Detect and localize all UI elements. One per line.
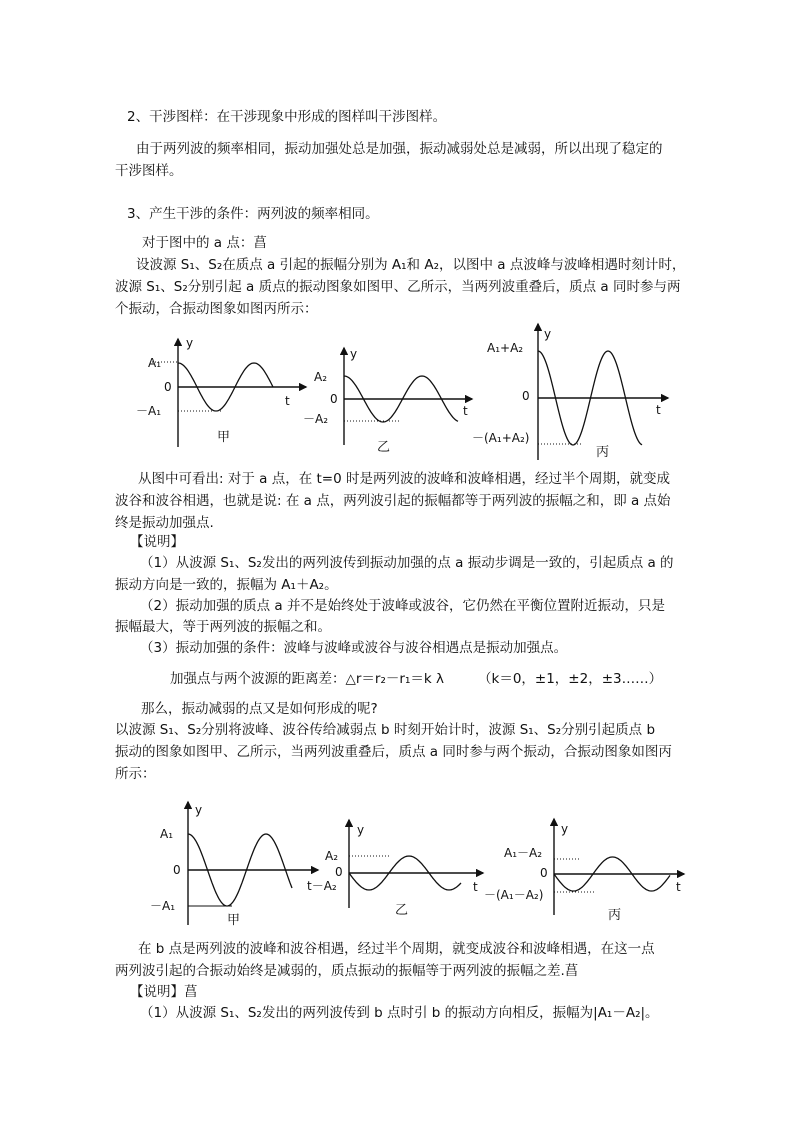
p4-line2: 两列波引起的合振动始终是减弱的，质点振动的振幅等于两列波的振幅之差.菖 [115, 963, 579, 979]
figure1-bing [470, 320, 680, 470]
note1-title: 【说明】 [130, 534, 184, 550]
amplitude-label: A₂ [325, 849, 339, 863]
t-axis-label: t [656, 403, 661, 417]
p2-line3: 终是振动加强点. [115, 515, 214, 531]
sec3-para-line1: 设波源 S₁、S₂在质点 a 引起的振幅分别为 A₁和 A₂，以图中 a 点波峰与波峰相遇时刻计时， [136, 257, 686, 273]
caption-yi: 乙 [377, 440, 391, 455]
caption-jia: 甲 [227, 913, 241, 928]
y-axis-label: y [544, 327, 552, 341]
zero-label: 0 [173, 863, 181, 877]
figure2-bing [480, 815, 690, 925]
figure1-yi [300, 345, 485, 460]
y-axis-label: y [350, 347, 358, 361]
formula: 加强点与两个波源的距离差：△r＝r₂－r₁＝k λ [170, 671, 444, 687]
p4-line1: 在 b 点是两列波的波峰和波谷相遇，经过半个周期，就变成波谷和波峰相遇，在这一点 [138, 941, 655, 957]
y-axis-label: y [195, 803, 203, 817]
formula-k-values: （k＝0，±1，±2，±3……） [478, 671, 663, 687]
amplitude-label: A₁ [148, 356, 162, 370]
zero-label: 0 [335, 865, 343, 879]
caption-bing: 丙 [608, 908, 622, 923]
neg-amplitude-label: －(A₁－A₂) [484, 888, 544, 902]
p2-line2: 波谷和波谷相遇，也就是说: 在 a 点，两列波引起的振幅都等于两列波的振幅之和，即 a 点始 [115, 493, 671, 509]
p2-line1: 从图中可看出: 对于 a 点，在 t=0 时是两列波的波峰和波峰相遇，经过半个周期，就变成 [138, 471, 670, 487]
y-axis-label: y [561, 822, 569, 836]
sec2-heading: 2、干涉图样：在干涉现象中形成的图样叫干涉图样。 [127, 109, 447, 125]
neg-amplitude-label: －A₂ [303, 412, 329, 426]
note2-item1: （1）从波源 S₁、S₂发出的两列波传到 b 点时引 b 的振动方向相反，振幅为|A₁－A₂|。 [140, 1005, 659, 1021]
p3-line3: 所示： [115, 766, 156, 782]
t-axis-label: t [463, 404, 468, 418]
zero-label: 0 [540, 866, 548, 880]
note2-title: 【说明】菖 [130, 984, 198, 1000]
caption-bing: 丙 [596, 445, 610, 460]
caption-yi: 乙 [395, 903, 409, 918]
zero-label: 0 [330, 392, 338, 406]
amplitude-label: A₁－A₂ [504, 846, 543, 860]
zero-label: 0 [164, 380, 172, 394]
sec3-intro: 对于图中的 a 点：菖 [142, 235, 267, 251]
note1-item1-line2: 振动方向是一致的，振幅为 A₁＋A₂。 [115, 577, 338, 593]
amplitude-label: A₂ [314, 370, 328, 384]
neg-amplitude-label: －A₁ [136, 404, 162, 418]
p3-question: 那么，振动减弱的点又是如何形成的呢? [141, 701, 378, 717]
sec2-para-line2: 干涉图样。 [115, 163, 183, 179]
caption-jia: 甲 [217, 430, 231, 445]
t-axis-label: t [285, 394, 290, 408]
note1-item1-line1: （1）从波源 S₁、S₂发出的两列波传到振动加强的点 a 振动步调是一致的，引起质点 a 的 [140, 555, 674, 571]
t-axis-label: t [473, 880, 478, 894]
figure2-yi [305, 818, 490, 918]
sec2-para-line1: 由于两列波的频率相同，振动加强处总是加强，振动减弱处总是减弱，所以出现了稳定的 [136, 141, 663, 157]
figure2-jia [140, 800, 330, 930]
sec3-para-line3: 个振动，合振动图象如图丙所示： [115, 301, 318, 317]
p3-line2: 振动的图象如图甲、乙所示，当两列波重叠后，质点 a 同时参与两个振动，合振动图象如图丙 [115, 744, 672, 760]
t-neg-amplitude-label: t－A₂ [307, 879, 337, 893]
figure1-jia [130, 335, 320, 455]
zero-label: 0 [522, 389, 530, 403]
amplitude-label: A₁ [160, 827, 174, 841]
note1-item2-line1: （2）振动加强的质点 a 并不是始终处于波峰或波谷，它仍然在平衡位置附近振动，只是 [140, 598, 665, 614]
sec3-para-line2: 波源 S₁、S₂分别引起 a 质点的振动图象如图甲、乙所示，当两列波重叠后，质点 a 同时参与两 [115, 279, 681, 295]
amplitude-label: A₁+A₂ [487, 341, 524, 355]
sec3-heading: 3、产生干涉的条件：两列波的频率相同。 [127, 206, 379, 222]
y-axis-label: y [186, 336, 194, 350]
neg-amplitude-label: －(A₁+A₂) [472, 431, 530, 445]
y-axis-label: y [357, 823, 365, 837]
t-axis-label: t [676, 880, 681, 894]
neg-amplitude-label: －A₁ [150, 899, 176, 913]
note1-item2-line2: 振幅最大，等于两列波的振幅之和。 [115, 619, 331, 635]
p3-line1: 以波源 S₁、S₂分别将波峰、波谷传给减弱点 b 时刻开始计时，波源 S₁、S₂分别引起质点 b [115, 722, 656, 738]
note1-item3: （3）振动加强的条件：波峰与波峰或波谷与波谷相遇点是振动加强点。 [140, 640, 568, 656]
